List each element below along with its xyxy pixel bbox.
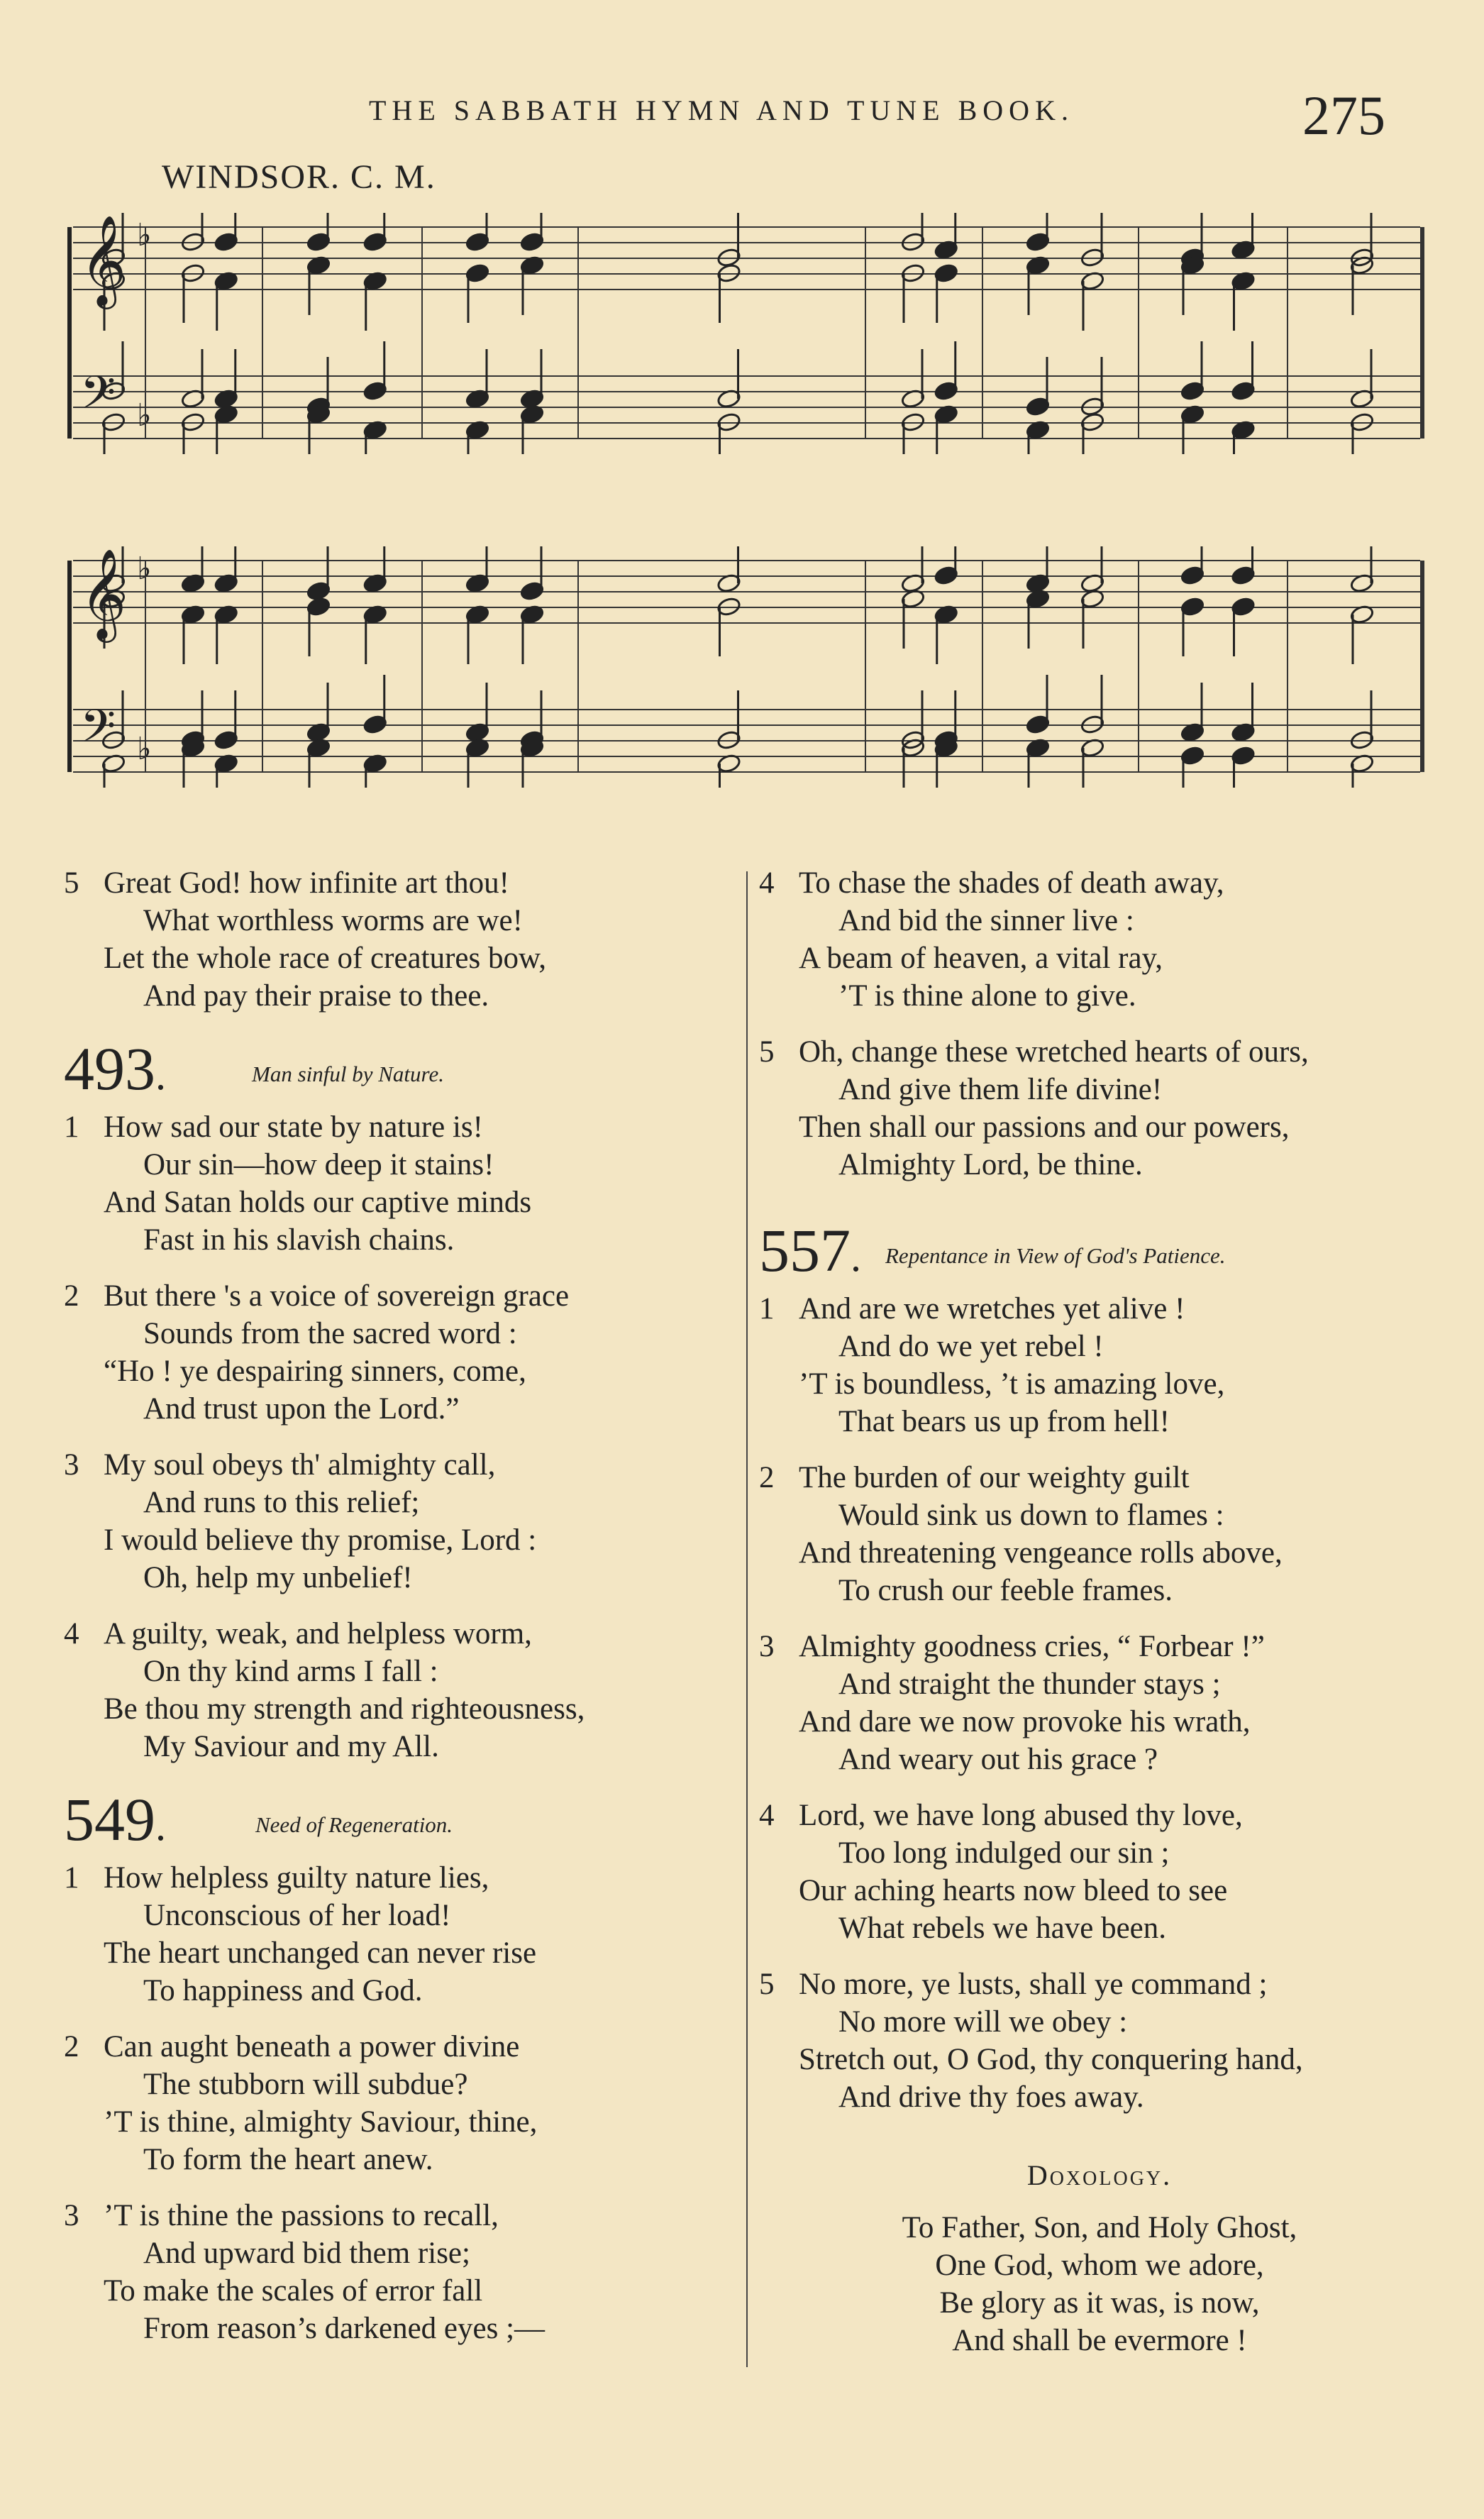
note [716, 213, 741, 268]
note [900, 349, 925, 409]
doxology-title: Doxology. [1026, 2159, 1173, 2191]
note [214, 213, 238, 253]
note [1180, 596, 1205, 656]
note [1080, 270, 1104, 331]
note [214, 349, 238, 409]
verse-line: A guilty, weak, and helpless worm, [104, 1617, 532, 1650]
verse-number: 1 [64, 1861, 79, 1895]
verse-line: Great God! how infinite art thou! [104, 866, 509, 900]
verse-line: Be thou my strength and righteousness, [104, 1692, 585, 1726]
stanza [759, 1033, 1440, 1184]
hymn-subtitle: Need of Regeneration. [255, 1812, 453, 1837]
note [900, 263, 925, 323]
note [519, 255, 544, 315]
treble-staff [73, 214, 1420, 309]
note [465, 683, 489, 743]
hymn-heading [759, 1215, 1440, 1286]
note [1349, 753, 1374, 788]
verse-line: I would believe thy promise, Lord : [104, 1523, 537, 1557]
verse-line: Would sink us down to flames : [838, 1499, 1224, 1532]
verse-line: Our aching hearts now bleed to see [799, 1874, 1228, 1907]
verse-line: And do we yet rebel ! [838, 1330, 1104, 1363]
verse-line: Lord, we have long abused thy love, [799, 1799, 1243, 1832]
note [1080, 737, 1104, 788]
note [900, 588, 925, 649]
verse-line: And are we wretches yet alive ! [799, 1292, 1185, 1325]
bass-staff [73, 367, 1420, 439]
note [465, 737, 489, 788]
treble-clef-icon: 𝄞 [80, 214, 127, 305]
system-bracket [67, 227, 72, 439]
note [180, 604, 205, 664]
stanza [759, 1797, 1440, 1947]
verse-line: The burden of our weighty guilt [799, 1461, 1190, 1494]
verse-line: ’T is thine alone to give. [838, 979, 1136, 1013]
verse-line: Fast in his slavish chains. [143, 1223, 455, 1257]
stanza [64, 2197, 731, 2347]
note [214, 690, 238, 751]
verse-line: No more will we obey : [838, 2005, 1128, 2039]
verse-line: ’T is thine, almighty Saviour, thine, [104, 2105, 538, 2139]
note [716, 546, 741, 594]
note [1180, 683, 1205, 743]
note [1025, 546, 1050, 594]
verse-line: But there 's a voice of sovereign grace [104, 1279, 570, 1313]
note [362, 419, 387, 454]
note [900, 412, 925, 454]
verse-number: 4 [64, 1617, 79, 1650]
running-title: THE SABBATH HYMN AND TUNE BOOK. [369, 94, 1074, 126]
verse-line: The stubborn will subdue? [143, 2068, 468, 2101]
note [214, 270, 238, 331]
note [465, 604, 489, 664]
verse-number: 3 [64, 2199, 79, 2232]
note [1080, 412, 1104, 454]
verse-line: And give them life divine! [838, 1073, 1163, 1106]
note [180, 737, 205, 788]
note [900, 213, 925, 253]
note [214, 604, 238, 664]
verse-line: And weary out his grace ? [838, 1743, 1158, 1776]
note [362, 546, 387, 594]
verse-line: How sad our state by nature is! [104, 1110, 483, 1144]
verse-line: And pay their praise to thee. [143, 979, 489, 1013]
hymn-heading [64, 1033, 731, 1104]
verse-line: Oh, help my unbelief! [143, 1561, 413, 1594]
note [362, 604, 387, 664]
verse-line: Our sin—how deep it stains! [143, 1148, 494, 1181]
flat-icon: ♭ [137, 731, 152, 767]
stanza [64, 864, 731, 1015]
note [716, 753, 741, 788]
note [1025, 255, 1050, 315]
verse-line: Almighty Lord, be thine. [838, 1148, 1143, 1181]
note [519, 737, 544, 788]
verse-line: Unconscious of her load! [143, 1899, 451, 1932]
verse-line: And dare we now provoke his wrath, [799, 1705, 1251, 1738]
treble-staff [73, 548, 1420, 643]
hymn-number: 549. [64, 1785, 166, 1853]
verse-line: And drive thy foes away. [838, 2080, 1144, 2114]
verse-line: The heart unchanged can never rise [104, 1936, 537, 1970]
doxology-line: And shall be evermore ! [952, 2324, 1247, 2357]
page-header [0, 84, 1484, 148]
note [934, 213, 958, 260]
stanza [64, 1615, 731, 1765]
stanza [64, 1108, 731, 1259]
left-column [64, 864, 731, 2366]
verse-line: And runs to this relief; [143, 1486, 420, 1519]
note [465, 349, 489, 409]
note [306, 683, 331, 743]
note [306, 546, 331, 602]
tune-title: WINDSOR. C. M. [162, 158, 436, 196]
stanza [759, 1966, 1440, 2116]
verse-line: How helpless guilty nature lies, [104, 1861, 489, 1895]
note [465, 546, 489, 594]
verse-number: 5 [64, 866, 79, 900]
note [934, 404, 958, 454]
stanza [64, 1859, 731, 2010]
verse-line: No more, ye lusts, shall ye command ; [799, 1968, 1268, 2001]
verse-line: Oh, change these wretched hearts of ours, [799, 1035, 1309, 1069]
note [180, 349, 205, 409]
note [306, 737, 331, 788]
note [1080, 588, 1104, 649]
verse-line: And bid the sinner live : [838, 904, 1134, 937]
note [1180, 745, 1205, 788]
verse-number: 2 [64, 1279, 79, 1313]
verse-line: “Ho ! ye despairing sinners, come, [104, 1355, 526, 1388]
doxology [759, 2209, 1440, 2359]
note [362, 341, 387, 402]
note [934, 341, 958, 402]
note [1231, 341, 1256, 402]
note [306, 404, 331, 454]
doxology-line: Be glory as it was, is now, [939, 2286, 1260, 2320]
note [1025, 419, 1050, 454]
verse-line: ’T is boundless, ’t is amazing love, [799, 1367, 1225, 1401]
note [1231, 546, 1256, 586]
score-svg [67, 213, 1426, 454]
note [519, 213, 544, 253]
verse-line: To crush our feeble frames. [838, 1574, 1173, 1607]
verse-number: 2 [64, 2030, 79, 2063]
note [519, 349, 544, 409]
score-svg [67, 546, 1426, 788]
note [180, 213, 205, 253]
note [180, 546, 205, 594]
verse-line: My Saviour and my All. [143, 1730, 439, 1763]
hymn-subtitle: Repentance in View of God's Patience. [885, 1243, 1226, 1268]
verse-line: And trust upon the Lord.” [143, 1392, 460, 1426]
doxology-line: To Father, Son, and Holy Ghost, [902, 2211, 1297, 2244]
note [1231, 270, 1256, 331]
note [180, 263, 205, 323]
stanza [759, 1290, 1440, 1440]
treble-clef-icon: 𝄞 [80, 548, 127, 639]
stanza [759, 1628, 1440, 1778]
note [306, 255, 331, 315]
note [1025, 588, 1050, 649]
note [180, 412, 205, 454]
flat-icon: ♭ [137, 217, 152, 253]
note [934, 604, 958, 664]
note [1180, 404, 1205, 454]
stanza [759, 1459, 1440, 1609]
verse-line: And threatening vengeance rolls above, [799, 1536, 1283, 1570]
system-bracket [67, 561, 72, 772]
stanza [64, 2028, 731, 2178]
note [465, 213, 489, 253]
verse-line: To make the scales of error fall [104, 2274, 483, 2308]
verse-line: What rebels we have been. [838, 1912, 1167, 1945]
verse-line: To happiness and God. [143, 1974, 423, 2007]
note [1231, 213, 1256, 260]
note [1180, 341, 1205, 402]
verse-line: On thy kind arms I fall : [143, 1655, 438, 1688]
verse-line: A beam of heaven, a vital ray, [799, 942, 1163, 975]
verse-number: 5 [759, 1968, 775, 2001]
stanza [64, 1446, 731, 1597]
music-system-1 [67, 213, 1426, 454]
note [465, 263, 489, 323]
verse-line: And upward bid them rise; [143, 2237, 470, 2270]
note [1349, 604, 1374, 664]
page-number: 275 [1302, 84, 1385, 146]
note [900, 737, 925, 788]
note [306, 213, 331, 253]
verse-line: Then shall our passions and our powers, [799, 1110, 1290, 1144]
note [1349, 349, 1374, 409]
verse-number: 3 [64, 1448, 79, 1482]
verse-line: From reason’s darkened eyes ;— [143, 2312, 546, 2345]
note [934, 263, 958, 323]
note [362, 270, 387, 331]
note [716, 412, 741, 454]
note [1231, 683, 1256, 743]
note [900, 546, 925, 594]
verse-line: ’T is thine the passions to recall, [104, 2199, 499, 2232]
verse-number: 2 [759, 1461, 775, 1494]
note [519, 604, 544, 664]
note [1180, 255, 1205, 315]
right-column [759, 864, 1440, 2359]
verse-number: 1 [64, 1110, 79, 1144]
note [519, 546, 544, 602]
hymn-number: 493. [64, 1035, 166, 1103]
note [1180, 546, 1205, 586]
verse-number: 3 [759, 1630, 775, 1663]
note [716, 263, 741, 323]
flat-icon: ♭ [137, 397, 152, 434]
note [934, 546, 958, 586]
note [214, 404, 238, 454]
hymn-subtitle: Man sinful by Nature. [252, 1062, 444, 1086]
note [1231, 419, 1256, 454]
note [1025, 675, 1050, 735]
column-divider [746, 871, 748, 2367]
verse-number: 4 [759, 1799, 775, 1832]
note [306, 596, 331, 656]
bass-clef-icon: 𝄢 [80, 367, 116, 431]
verse-line: To form the heart anew. [143, 2143, 433, 2176]
note [716, 596, 741, 656]
verse-number: 4 [759, 866, 775, 900]
note [362, 753, 387, 788]
note [519, 404, 544, 454]
bass-clef-icon: 𝄢 [80, 700, 116, 764]
note [362, 213, 387, 253]
verse-line: Almighty goodness cries, “ Forbear !” [799, 1630, 1265, 1663]
verse-line: My soul obeys th' almighty call, [104, 1448, 496, 1482]
note [1231, 745, 1256, 788]
bass-staff [73, 700, 1420, 772]
verse-number: 1 [759, 1292, 775, 1325]
note [465, 419, 489, 454]
note [1025, 213, 1050, 253]
stanza [759, 864, 1440, 1015]
verse-line: And straight the thunder stays ; [838, 1668, 1221, 1701]
note [214, 753, 238, 788]
note [1349, 546, 1374, 594]
note [934, 737, 958, 788]
verse-line: Let the whole race of creatures bow, [104, 942, 546, 975]
music-system-2 [67, 546, 1426, 788]
verse-line: And Satan holds our captive minds [104, 1186, 532, 1219]
verse-line: Too long indulged our sin ; [838, 1836, 1170, 1870]
hymn-heading [64, 1784, 731, 1855]
note [716, 349, 741, 409]
stanza [64, 1277, 731, 1428]
verse-line: Can aught beneath a power divine [104, 2030, 520, 2063]
note [1231, 596, 1256, 656]
flat-icon: ♭ [137, 551, 152, 587]
note [362, 675, 387, 735]
doxology-line: One God, whom we adore, [935, 2249, 1264, 2282]
note [1080, 213, 1104, 268]
note [214, 546, 238, 594]
hymn-number: 557. [759, 1216, 861, 1284]
note [1080, 546, 1104, 594]
verse-line: To chase the shades of death away, [799, 866, 1224, 900]
note [1349, 412, 1374, 454]
note [1025, 737, 1050, 788]
note [1025, 357, 1050, 417]
verse-line: Stretch out, O God, thy conquering hand, [799, 2043, 1303, 2076]
verse-number: 5 [759, 1035, 775, 1069]
verse-line: Sounds from the sacred word : [143, 1317, 517, 1350]
verse-line: That bears us up from hell! [838, 1405, 1170, 1438]
verse-line: What worthless worms are we! [143, 904, 523, 937]
